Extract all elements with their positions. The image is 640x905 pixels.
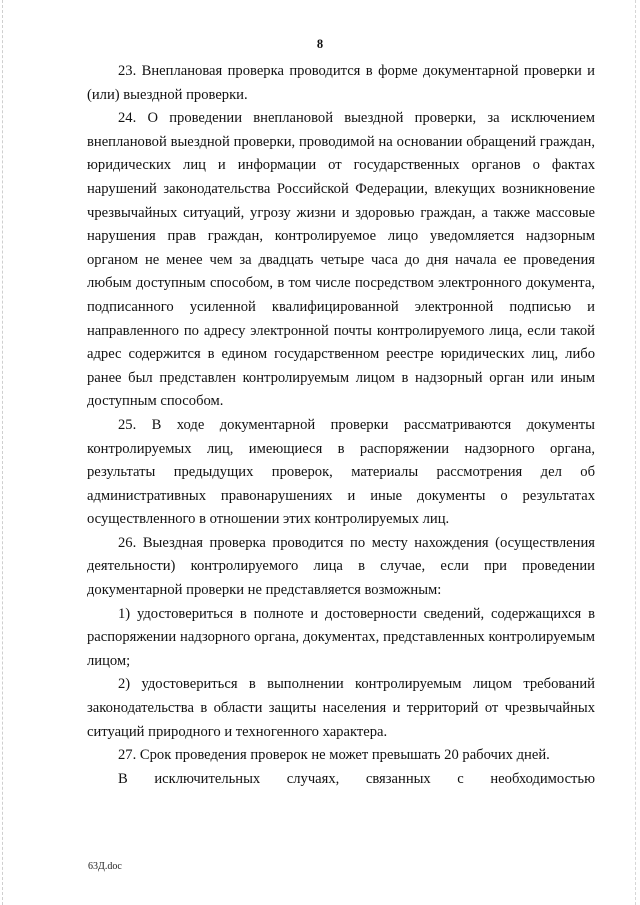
page-number: 8: [316, 37, 324, 51]
paragraph-24: 24. О проведении внеплановой выездной проверки, за исключением внеплановой выездной проверки, проводимой на основании обращений граждан, юридических лиц и информации от государственных органов о фактах нарушений законодательства Российской Федерации, влекущих возникновение чрезвычайных ситуаций, угрозу жизни и здоровью граждан, а также массовые нарушения прав граждан, контролируемое лицо уведомляется надзорным органом не менее чем за двадцать четыре часа до дня начала ее проведения любым доступным способом, в том числе посредством электронного документа, подписанного усиленной квалифицированной электронной подписью и направленного по адресу электронной почты контролируемого лица, если такой адрес содержится в едином государственном реестре юридических лиц, либо ранее был представлен контролируемым лицом в надзорный орган или иным доступным способом.: [87, 110, 595, 410]
page-edge-right: [635, 0, 637, 905]
footer-filename: 63Д.doc: [88, 861, 122, 872]
paragraph-25: 25. В ходе документарной проверки рассматриваются документы контролируемых лиц, имеющиеся в распоряжении надзорного органа, результаты предыдущих проверок, материалы рассмотрения дел об административных правонарушениях и иные документы о результатах осуществленного в отношении этих контролируемых лиц.: [87, 416, 595, 528]
paragraph-26: 26. Выездная проверка проводится по месту нахождения (осуществления деятельности) контролируемого лица в случае, если при проведении документарной проверки не представляется возможным:: [87, 534, 595, 599]
paragraph-26-item-2: 2) удостовериться в выполнении контролируемым лицом требований законодательства в области защиты населения и территорий от чрезвычайных ситуаций природного и техногенного характера.: [87, 676, 595, 740]
paragraph-27: 27. Срок проведения проверок не может превышать 20 рабочих дней.: [118, 747, 550, 764]
paragraph-27-continuation: В исключительных случаях, связанных с необходимостью: [118, 770, 595, 787]
page-edge-left: [2, 0, 4, 905]
paragraph-23: 23. Внеплановая проверка проводится в форме документарной проверки и (или) выездной проверки.: [87, 63, 595, 103]
paragraph-26-item-1: 1) удостовериться в полноте и достоверности сведений, содержащихся в распоряжении надзорного органа, документах, представленных контролируемым лицом;: [87, 605, 595, 669]
document-body: [87, 60, 595, 791]
